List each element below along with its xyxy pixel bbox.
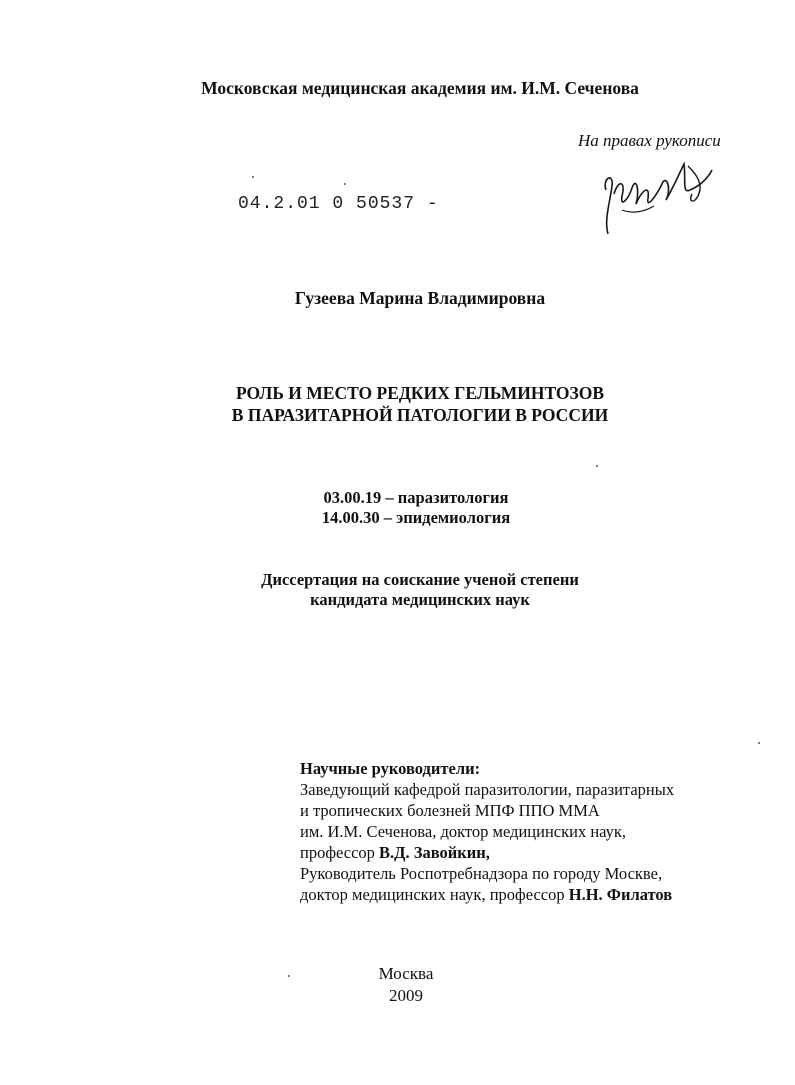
- title-line: В ПАРАЗИТАРНОЙ ПАТОЛОГИИ В РОССИИ: [231, 405, 609, 425]
- city-year: [0, 963, 795, 1007]
- supervisors-block: [300, 758, 760, 905]
- degree-statement: [0, 570, 795, 610]
- title-line: РОЛЬ И МЕСТО РЕДКИХ ГЕЛЬМИНТОЗОВ: [235, 383, 605, 403]
- supervisor-line: [300, 884, 760, 905]
- scan-speck: [252, 176, 254, 178]
- supervisors-heading: Научные руководители:: [300, 759, 481, 778]
- supervisor-line-prefix: профессор: [300, 843, 380, 862]
- manuscript-rights-note: На правах рукописи: [578, 131, 721, 150]
- author-name: Гузеева Марина Владимировна: [294, 288, 546, 308]
- degree-line: кандидата медицинских наук: [310, 590, 530, 609]
- supervisor-2-name: Н.Н. Филатов: [568, 885, 673, 904]
- city: Москва: [378, 964, 434, 983]
- dissertation-title: [0, 382, 795, 426]
- supervisor-line: им. И.М. Сеченова, доктор медицинских наук,: [300, 822, 627, 841]
- specialty-item: 14.00.30 – эпидемиология: [321, 508, 511, 527]
- supervisor-1-name: В.Д. Завойкин,: [379, 843, 490, 862]
- supervisor-line: [300, 842, 760, 863]
- supervisor-line: и тропических болезней МПФ ППО ММА: [300, 801, 600, 820]
- supervisor-line-prefix: доктор медицинских наук, профессор: [300, 885, 569, 904]
- degree-line: Диссертация на соискание ученой степени: [261, 570, 579, 589]
- scan-speck: [344, 183, 346, 185]
- scan-speck: [288, 975, 290, 977]
- registration-stamp: 04.2.01 0 50537 -: [238, 194, 439, 214]
- specialty-item: 03.00.19 – паразитология: [323, 488, 509, 507]
- scan-speck: [596, 465, 598, 467]
- institution-name: Московская медицинская академия им. И.М. Сеченова: [201, 78, 639, 98]
- handwritten-signature: [592, 150, 722, 240]
- supervisor-line: Заведующий кафедрой паразитологии, паразитарных: [300, 780, 675, 799]
- scan-speck: [758, 742, 760, 744]
- supervisor-line: Руководитель Роспотребнадзора по городу Москве,: [300, 864, 663, 883]
- specialty-codes: [0, 488, 795, 528]
- year: 2009: [389, 986, 423, 1005]
